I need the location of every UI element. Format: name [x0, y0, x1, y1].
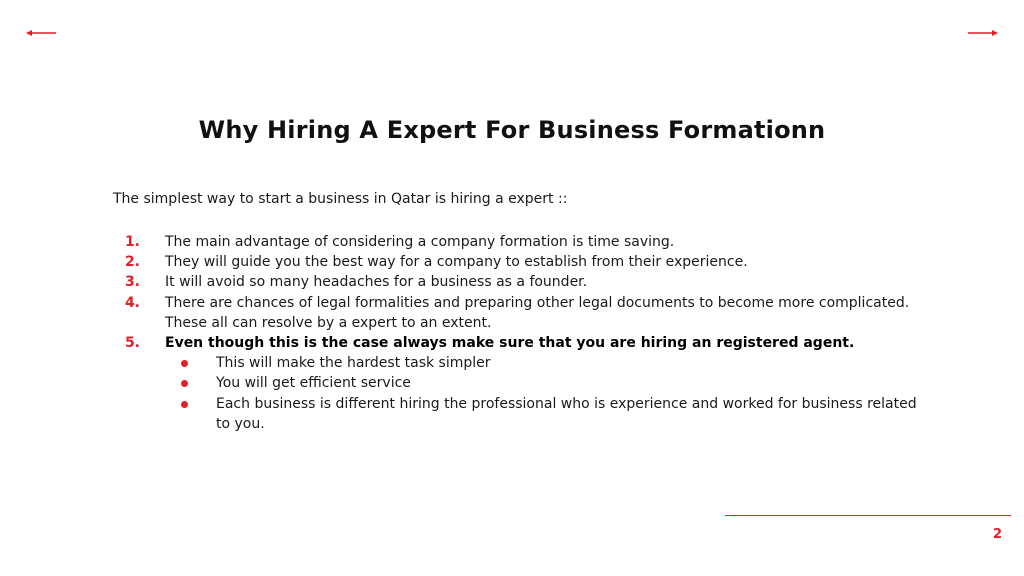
step-text: Even though this is the case always make sure that you are hiring an registered agent.	[165, 335, 855, 352]
bullet-text: You will get efficient service	[216, 375, 411, 392]
footer-divider	[725, 515, 1011, 516]
step-number: 1.	[124, 234, 140, 250]
step-text: They will guide you the best way for a company to establish from their experience.	[165, 254, 748, 271]
arrow-left-icon	[26, 27, 56, 39]
bullet-item	[165, 353, 933, 373]
step-item	[113, 293, 933, 333]
step-item	[113, 272, 933, 292]
step-text: It will avoid so many headaches for a business as a founder.	[165, 274, 588, 291]
step-item	[113, 333, 933, 434]
step-number: 4.	[124, 294, 140, 311]
step-text: The main advantage of considering a company formation is time saving.	[165, 234, 675, 250]
steps-list	[113, 232, 933, 434]
arrow-right-icon	[968, 27, 998, 39]
step-item	[113, 252, 933, 272]
intro-text: The simplest way to start a business in Qatar is hiring a expert ::	[113, 191, 568, 207]
bullet-item	[165, 394, 933, 434]
step-text: There are chances of legal formalities and preparing other legal documents to become more complicated. These all can resolve by a expert to an extent.	[165, 294, 910, 331]
step-number: 2.	[124, 254, 140, 271]
step-item	[113, 232, 933, 252]
slide-title: Why Hiring A Expert For Business Formationn	[198, 116, 826, 144]
page-number: 2	[992, 527, 1002, 542]
step-number: 5.	[124, 335, 140, 352]
bullet-dot-icon	[181, 380, 188, 387]
sub-bullet-list	[165, 353, 933, 434]
bullet-text: This will make the hardest task simpler	[216, 355, 491, 372]
step-number: 3.	[124, 274, 140, 291]
bullet-item	[165, 373, 933, 393]
bullet-dot-icon	[181, 401, 188, 408]
bullet-text: Each business is different hiring the professional who is experience and worked for business related to you.	[216, 395, 917, 432]
bullet-dot-icon	[181, 360, 188, 367]
